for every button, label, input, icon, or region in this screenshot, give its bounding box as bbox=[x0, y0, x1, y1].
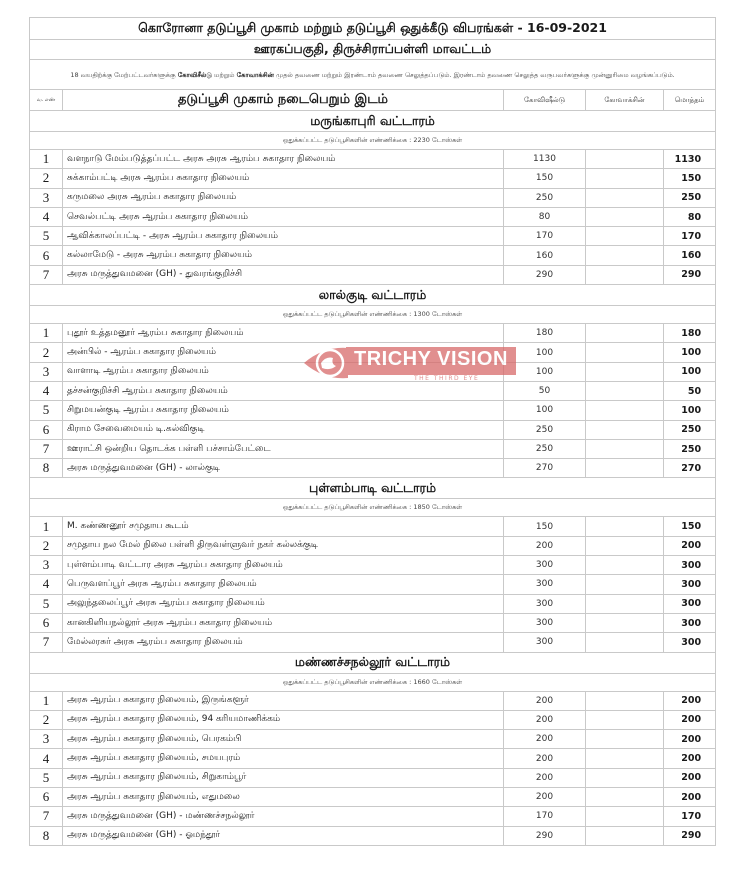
total-cell: 200 bbox=[664, 730, 716, 749]
place-cell: அரசு மருத்துவமனை (GH) - ஓமந்தூர் bbox=[63, 826, 504, 845]
covishield-cell: 200 bbox=[504, 788, 586, 807]
covaxin-cell bbox=[586, 749, 664, 768]
subtitle-row bbox=[30, 40, 716, 60]
sno-cell: 7 bbox=[30, 633, 63, 652]
sno-cell: 1 bbox=[30, 517, 63, 536]
block-header-row bbox=[30, 285, 716, 306]
covaxin-cell bbox=[586, 633, 664, 652]
sno-cell: 5 bbox=[30, 594, 63, 613]
covaxin-cell bbox=[586, 594, 664, 613]
sno-cell: 1 bbox=[30, 691, 63, 710]
block-name: மருங்காபுரி வட்டாரம் bbox=[30, 111, 716, 132]
total-cell: 250 bbox=[664, 188, 716, 207]
place-cell: வாளாடி ஆரம்ப சுகாதார நிலையம் bbox=[63, 362, 504, 381]
column-header-row bbox=[30, 90, 716, 111]
covishield-cell: 200 bbox=[504, 536, 586, 555]
sno-cell: 7 bbox=[30, 265, 63, 284]
allocation-text: ஒதுக்கப்பட்ட தடுப்பூசிகளின் எண்ணிக்கை : 1300 டோஸ்கள் bbox=[30, 306, 716, 324]
table-row bbox=[30, 246, 716, 265]
watermark-brand: TRICHY VISION bbox=[354, 348, 508, 370]
sno-cell: 1 bbox=[30, 150, 63, 169]
covishield-cell: 200 bbox=[504, 710, 586, 729]
column-header-sno: வ. எண் bbox=[30, 90, 63, 111]
sno-cell: 3 bbox=[30, 188, 63, 207]
sno-cell: 8 bbox=[30, 459, 63, 478]
place-cell: புள்ளம்பாடி வட்டார அரசு ஆரம்ப சுகாதார நிலையம் bbox=[63, 556, 504, 575]
total-cell: 100 bbox=[664, 343, 716, 362]
covishield-cell: 300 bbox=[504, 556, 586, 575]
column-header-covishield: கோவிஷீல்டு bbox=[504, 90, 586, 111]
covishield-cell: 150 bbox=[504, 169, 586, 188]
covishield-cell: 300 bbox=[504, 575, 586, 594]
covishield-cell: 50 bbox=[504, 381, 586, 400]
table-row bbox=[30, 420, 716, 439]
covaxin-cell bbox=[586, 459, 664, 478]
total-cell: 250 bbox=[664, 420, 716, 439]
total-cell: 300 bbox=[664, 594, 716, 613]
eligibility-note bbox=[30, 60, 716, 90]
allocation-row bbox=[30, 306, 716, 324]
sno-cell: 5 bbox=[30, 227, 63, 246]
table-row bbox=[30, 788, 716, 807]
covishield-cell: 270 bbox=[504, 459, 586, 478]
covaxin-cell bbox=[586, 362, 664, 381]
total-cell: 150 bbox=[664, 169, 716, 188]
block-header-row bbox=[30, 652, 716, 673]
table-row bbox=[30, 710, 716, 729]
covaxin-cell bbox=[586, 613, 664, 632]
document-title: கொரோனா தடுப்பூசி முகாம் மற்றும் தடுப்பூசி ஒதுக்கீடு விபரங்கள் - 16-09-2021 bbox=[30, 18, 716, 40]
sno-cell: 5 bbox=[30, 401, 63, 420]
covishield-cell: 100 bbox=[504, 401, 586, 420]
sno-cell: 1 bbox=[30, 324, 63, 343]
total-cell: 300 bbox=[664, 575, 716, 594]
covaxin-cell bbox=[586, 807, 664, 826]
covaxin-cell bbox=[586, 401, 664, 420]
total-cell: 250 bbox=[664, 439, 716, 458]
table-row bbox=[30, 150, 716, 169]
note-covaxin: கோவாக்சின் bbox=[236, 70, 274, 79]
sno-cell: 2 bbox=[30, 536, 63, 555]
sno-cell: 5 bbox=[30, 768, 63, 787]
total-cell: 170 bbox=[664, 227, 716, 246]
place-cell: அரசு ஆரம்ப சுகாதார நிலையம், சிறுகாம்பூர் bbox=[63, 768, 504, 787]
total-cell: 1130 bbox=[664, 150, 716, 169]
sno-cell: 4 bbox=[30, 749, 63, 768]
table-row bbox=[30, 633, 716, 652]
table-row bbox=[30, 768, 716, 787]
table-row bbox=[30, 207, 716, 226]
covishield-cell: 1130 bbox=[504, 150, 586, 169]
allocation-row bbox=[30, 499, 716, 517]
block-name: மண்ணச்சநல்லூர் வட்டாரம் bbox=[30, 652, 716, 673]
total-cell: 200 bbox=[664, 788, 716, 807]
block-name: லால்குடி வட்டாரம் bbox=[30, 285, 716, 306]
total-cell: 200 bbox=[664, 768, 716, 787]
covaxin-cell bbox=[586, 246, 664, 265]
total-cell: 80 bbox=[664, 207, 716, 226]
place-cell: சிறுமயன்குடி ஆரம்ப சுகாதார நிலையம் bbox=[63, 401, 504, 420]
covaxin-cell bbox=[586, 188, 664, 207]
place-cell: அரசு மருத்துவமனை (GH) - லால்குடி bbox=[63, 459, 504, 478]
covishield-cell: 160 bbox=[504, 246, 586, 265]
table-row bbox=[30, 188, 716, 207]
covishield-cell: 170 bbox=[504, 807, 586, 826]
place-cell: அரசு மருத்துவமனை (GH) - மண்ணச்சநல்லூர் bbox=[63, 807, 504, 826]
table-row bbox=[30, 265, 716, 284]
place-cell: கானகிளியநல்லூர் அரசு ஆரம்ப சுகாதார நிலையம் bbox=[63, 613, 504, 632]
total-cell: 290 bbox=[664, 265, 716, 284]
sno-cell: 7 bbox=[30, 807, 63, 826]
note-text: மற்றும் bbox=[212, 70, 237, 79]
sno-cell: 4 bbox=[30, 575, 63, 594]
sno-cell: 6 bbox=[30, 420, 63, 439]
total-cell: 200 bbox=[664, 749, 716, 768]
covishield-cell: 200 bbox=[504, 691, 586, 710]
covaxin-cell bbox=[586, 169, 664, 188]
sno-cell: 3 bbox=[30, 556, 63, 575]
place-cell: சுக்காம்பட்டி அரசு ஆரம்ப சுகாதார நிலையம் bbox=[63, 169, 504, 188]
total-cell: 290 bbox=[664, 826, 716, 845]
note-text: 18 வயதிற்க்கு மேற்பட்டவர்களுக்கு bbox=[70, 70, 178, 79]
place-cell: அரசு ஆரம்ப சுகாதார நிலையம், 94 கரியமாணிக்கம் bbox=[63, 710, 504, 729]
allocation-text: ஒதுக்கப்பட்ட தடுப்பூசிகளின் எண்ணிக்கை : 2230 டோஸ்கள் bbox=[30, 132, 716, 150]
place-cell: அலுந்தலைப்பூர் அரசு ஆரம்ப சுகாதார நிலையம் bbox=[63, 594, 504, 613]
covaxin-cell bbox=[586, 768, 664, 787]
block-header-row bbox=[30, 478, 716, 499]
total-cell: 150 bbox=[664, 517, 716, 536]
place-cell: பெருவளப்பூர் அரசு ஆரம்ப சுகாதார நிலையம் bbox=[63, 575, 504, 594]
allocation-text: ஒதுக்கப்பட்ட தடுப்பூசிகளின் எண்ணிக்கை : 1850 டோஸ்கள் bbox=[30, 499, 716, 517]
covaxin-cell bbox=[586, 575, 664, 594]
covaxin-cell bbox=[586, 730, 664, 749]
table-row bbox=[30, 594, 716, 613]
total-cell: 160 bbox=[664, 246, 716, 265]
covaxin-cell bbox=[586, 788, 664, 807]
place-cell: ஊராட்சி ஒன்றிய தொடக்க பள்ளி பச்சாம்பேட்டை bbox=[63, 439, 504, 458]
covaxin-cell bbox=[586, 343, 664, 362]
covaxin-cell bbox=[586, 265, 664, 284]
column-header-total: மொத்தம் bbox=[664, 90, 716, 111]
sno-cell: 6 bbox=[30, 613, 63, 632]
total-cell: 270 bbox=[664, 459, 716, 478]
place-cell: செவல்பட்டி அரசு ஆரம்ப சுகாதார நிலையம் bbox=[63, 207, 504, 226]
covishield-cell: 80 bbox=[504, 207, 586, 226]
covishield-cell: 300 bbox=[504, 594, 586, 613]
covishield-cell: 290 bbox=[504, 826, 586, 845]
total-cell: 200 bbox=[664, 536, 716, 555]
column-header-covaxin: கோவாக்சின் bbox=[586, 90, 664, 111]
total-cell: 200 bbox=[664, 710, 716, 729]
covaxin-cell bbox=[586, 710, 664, 729]
covishield-cell: 200 bbox=[504, 749, 586, 768]
table-row bbox=[30, 381, 716, 400]
sno-cell: 2 bbox=[30, 710, 63, 729]
sno-cell: 4 bbox=[30, 381, 63, 400]
place-cell: தச்சன்குறிச்சி ஆரம்ப சுகாதார நிலையம் bbox=[63, 381, 504, 400]
allocation-row bbox=[30, 132, 716, 150]
place-cell: அரசு ஆரம்ப சுகாதார நிலையம், சமயபுரம் bbox=[63, 749, 504, 768]
total-cell: 300 bbox=[664, 613, 716, 632]
total-cell: 50 bbox=[664, 381, 716, 400]
block-header-row bbox=[30, 111, 716, 132]
total-cell: 180 bbox=[664, 324, 716, 343]
place-cell: வளநாடு மேம்படுத்தப்பட்ட அரசு அரசு ஆரம்ப சுகாதார நிலையம் bbox=[63, 150, 504, 169]
covishield-cell: 300 bbox=[504, 613, 586, 632]
total-cell: 170 bbox=[664, 807, 716, 826]
table-row bbox=[30, 749, 716, 768]
covaxin-cell bbox=[586, 536, 664, 555]
covaxin-cell bbox=[586, 517, 664, 536]
sno-cell: 7 bbox=[30, 439, 63, 458]
sno-cell: 6 bbox=[30, 246, 63, 265]
table-row bbox=[30, 807, 716, 826]
place-cell: ஆவிக்காலப்பட்டி - அரசு ஆரம்ப சுகாதார நிலையம் bbox=[63, 227, 504, 246]
table-row bbox=[30, 556, 716, 575]
block-name: புள்ளம்பாடி வட்டாரம் bbox=[30, 478, 716, 499]
total-cell: 200 bbox=[664, 691, 716, 710]
covaxin-cell bbox=[586, 826, 664, 845]
title-row bbox=[30, 18, 716, 40]
place-cell: அரசு ஆரம்ப சுகாதார நிலையம், இருங்களூர் bbox=[63, 691, 504, 710]
covaxin-cell bbox=[586, 556, 664, 575]
total-cell: 300 bbox=[664, 633, 716, 652]
table-row bbox=[30, 691, 716, 710]
sno-cell: 6 bbox=[30, 788, 63, 807]
covaxin-cell bbox=[586, 207, 664, 226]
covishield-cell: 200 bbox=[504, 730, 586, 749]
table-row bbox=[30, 324, 716, 343]
sno-cell: 8 bbox=[30, 826, 63, 845]
covaxin-cell bbox=[586, 420, 664, 439]
table-row bbox=[30, 613, 716, 632]
covaxin-cell bbox=[586, 381, 664, 400]
note-row bbox=[30, 60, 716, 90]
sno-cell: 2 bbox=[30, 169, 63, 188]
table-row bbox=[30, 575, 716, 594]
covaxin-cell bbox=[586, 150, 664, 169]
place-cell: சமுதாய நல மேல் நிலை பள்ளி திருவள்ளுவர் நகர் கல்லக்குடி bbox=[63, 536, 504, 555]
covishield-cell: 180 bbox=[504, 324, 586, 343]
table-row bbox=[30, 459, 716, 478]
covaxin-cell bbox=[586, 439, 664, 458]
place-cell: அரசு ஆரம்ப சுகாதார நிலையம், பெரகம்பி bbox=[63, 730, 504, 749]
total-cell: 100 bbox=[664, 401, 716, 420]
sno-cell: 4 bbox=[30, 207, 63, 226]
table-row bbox=[30, 730, 716, 749]
covishield-cell: 300 bbox=[504, 633, 586, 652]
place-cell: M. கண்ணனூர் சமுதாய கூடம் bbox=[63, 517, 504, 536]
note-text: முதல் தவணை மற்றும் இரண்டாம் தவணை செலுத்தப்படும். இரண்டாம் தவணை செலுத்த வருபவர்களுக்கு முன்னுரிமை வழங்கப்படும். bbox=[273, 70, 675, 79]
table-row bbox=[30, 826, 716, 845]
place-cell: அன்பில் - ஆரம்ப சுகாதார நிலையம் bbox=[63, 343, 504, 362]
table-row bbox=[30, 227, 716, 246]
covishield-cell: 290 bbox=[504, 265, 586, 284]
place-cell: அரசு மருத்துவமனை (GH) - துவரங்குறிச்சி bbox=[63, 265, 504, 284]
covishield-cell: 100 bbox=[504, 343, 586, 362]
table-row bbox=[30, 439, 716, 458]
covishield-cell: 250 bbox=[504, 439, 586, 458]
covishield-cell: 250 bbox=[504, 188, 586, 207]
sno-cell: 3 bbox=[30, 730, 63, 749]
trichy-vision-watermark bbox=[302, 344, 516, 382]
place-cell: அரசு ஆரம்ப சுகாதார நிலையம், எதுமலை bbox=[63, 788, 504, 807]
allocation-text: ஒதுக்கப்பட்ட தடுப்பூசிகளின் எண்ணிக்கை : 1660 டோஸ்கள் bbox=[30, 673, 716, 691]
sno-cell: 3 bbox=[30, 362, 63, 381]
column-header-place: தடுப்பூசி முகாம் நடைபெறும் இடம் bbox=[63, 90, 504, 111]
sno-cell: 2 bbox=[30, 343, 63, 362]
place-cell: கிராம சேவைமையம் டி.கல்விகுடி bbox=[63, 420, 504, 439]
covishield-cell: 170 bbox=[504, 227, 586, 246]
place-cell: புதூர் உத்தமனூர் ஆரம்ப சுகாதார நிலையம் bbox=[63, 324, 504, 343]
total-cell: 300 bbox=[664, 556, 716, 575]
covishield-cell: 150 bbox=[504, 517, 586, 536]
table-row bbox=[30, 536, 716, 555]
total-cell: 100 bbox=[664, 362, 716, 381]
allocation-row bbox=[30, 673, 716, 691]
place-cell: கருமலை அரசு ஆரம்ப சுகாதார நிலையம் bbox=[63, 188, 504, 207]
document-subtitle: ஊரகப்பகுதி, திருச்சிராப்பள்ளி மாவட்டம் bbox=[30, 40, 716, 60]
covaxin-cell bbox=[586, 324, 664, 343]
covishield-cell: 200 bbox=[504, 768, 586, 787]
covaxin-cell bbox=[586, 227, 664, 246]
note-covishield: கோவிசீல்டு bbox=[177, 70, 213, 79]
table-row bbox=[30, 169, 716, 188]
covishield-cell: 100 bbox=[504, 362, 586, 381]
table-row bbox=[30, 517, 716, 536]
watermark-tagline: THE THIRD EYE bbox=[414, 375, 480, 382]
place-cell: மேல்லரசுர் அரசு ஆரம்ப சுகாதார நிலையம் bbox=[63, 633, 504, 652]
place-cell: கல்லாமேடு - அரசு ஆரம்ப சுகாதார நிலையம் bbox=[63, 246, 504, 265]
table-row bbox=[30, 401, 716, 420]
covaxin-cell bbox=[586, 691, 664, 710]
vaccination-schedule-table bbox=[29, 17, 716, 846]
covishield-cell: 250 bbox=[504, 420, 586, 439]
